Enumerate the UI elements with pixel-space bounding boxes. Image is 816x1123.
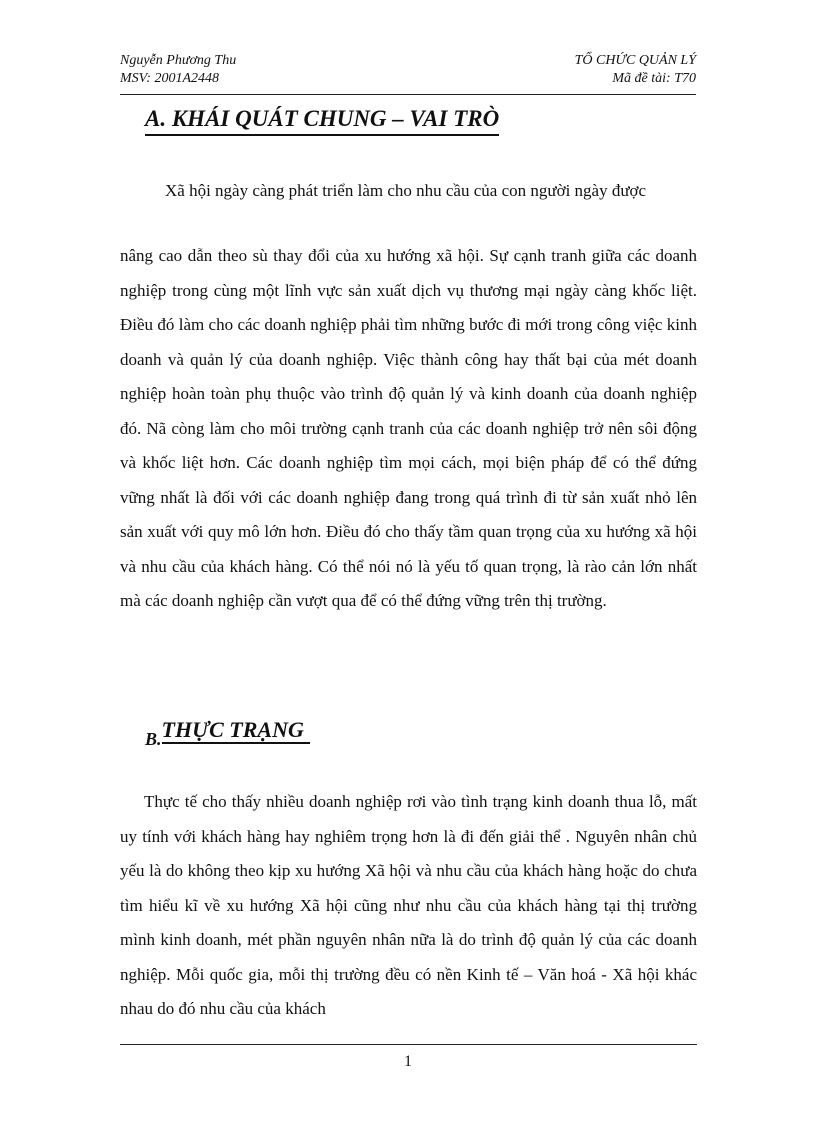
section-b-heading (145, 717, 310, 749)
section-a-first-paragraph: Xã hội ngày càng phát triển làm cho nhu cầu của con người ngày được (165, 181, 647, 200)
footer-rule (120, 1044, 697, 1045)
page-number: 1 (404, 1053, 412, 1070)
topic-code: Mã đề tài: T70 (612, 71, 696, 86)
section-a-body-paragraph: nâng cao dẫn theo sù thay đổi của xu hướng xã hội. Sự cạnh tranh giữa các doanh nghiệp trong cùng một lĩnh vực sản xuất dịch vụ thương mại ngày càng khốc liệt. Điều đó làm cho các doanh nghiệp phải tìm những bước đi mới trong công việc kinh doanh và quản lý của doanh nghiệp. Việc thành công hay thất bại của mét doanh nghiệp hoàn toàn phụ thuộc vào trình độ quản lý và kinh doanh của doanh nghiệp đó. Nã còng làm cho môi trường cạnh tranh của các doanh nghiệp trở nên sôi động và khốc liệt hơn. Các doanh nghiệp tìm mọi cách, mọi biện pháp để có thể đứng vững nhất là đối với các doanh nghiệp đang trong quá trình đi từ sản xuất nhỏ lên sản xuất với quy mô lớn hơn. Điều đó cho thấy tầm quan trọng của xu hướng xã hội và nhu cầu của khách hàng. Có thể nói nó là yếu tố quan trọng, là rào cản lớn nhất mà các doanh nghiệp cần vượt qua để có thể đứng vững trên thị trường. (120, 246, 697, 610)
page-header (120, 52, 696, 95)
student-id: MSV: 2001A2448 (120, 71, 220, 86)
header-right (575, 52, 696, 88)
subject-title: TỔ CHỨC QUẢN LÝ (574, 53, 696, 68)
section-b-letter: B. (145, 729, 162, 749)
author-name: Nguyễn Phương Thu (120, 53, 237, 68)
header-left (120, 52, 236, 88)
section-b-paragraph-text: Thực tế cho thấy nhiều doanh nghiệp rơi vào tình trạng kinh doanh thua lỗ, mất uy tính với khách hàng hay nghiêm trọng hơn là đi đến giải thể . Nguyên nhân chủ yếu là do không theo kịp xu hướng Xã hội và nhu cầu của khách hàng hoặc do chưa tìm hiểu kĩ về xu hướng Xã hội cũng như nhu cầu của khách hàng tại thị trường mình kinh doanh, mét phần nguyên nhân nữa là do trình độ quản lý của các doanh nghiệp. Mỗi quốc gia, mỗi thị trường đều có nền Kinh tế – Văn hoá - Xã hội khác nhau do đó nhu cầu của khách (120, 792, 697, 1018)
section-b-paragraph (120, 785, 697, 1027)
section-a-heading: A. KHÁI QUÁT CHUNG – VAI TRÒ (145, 106, 499, 136)
section-b-title: THỰC TRẠNG (162, 717, 310, 744)
